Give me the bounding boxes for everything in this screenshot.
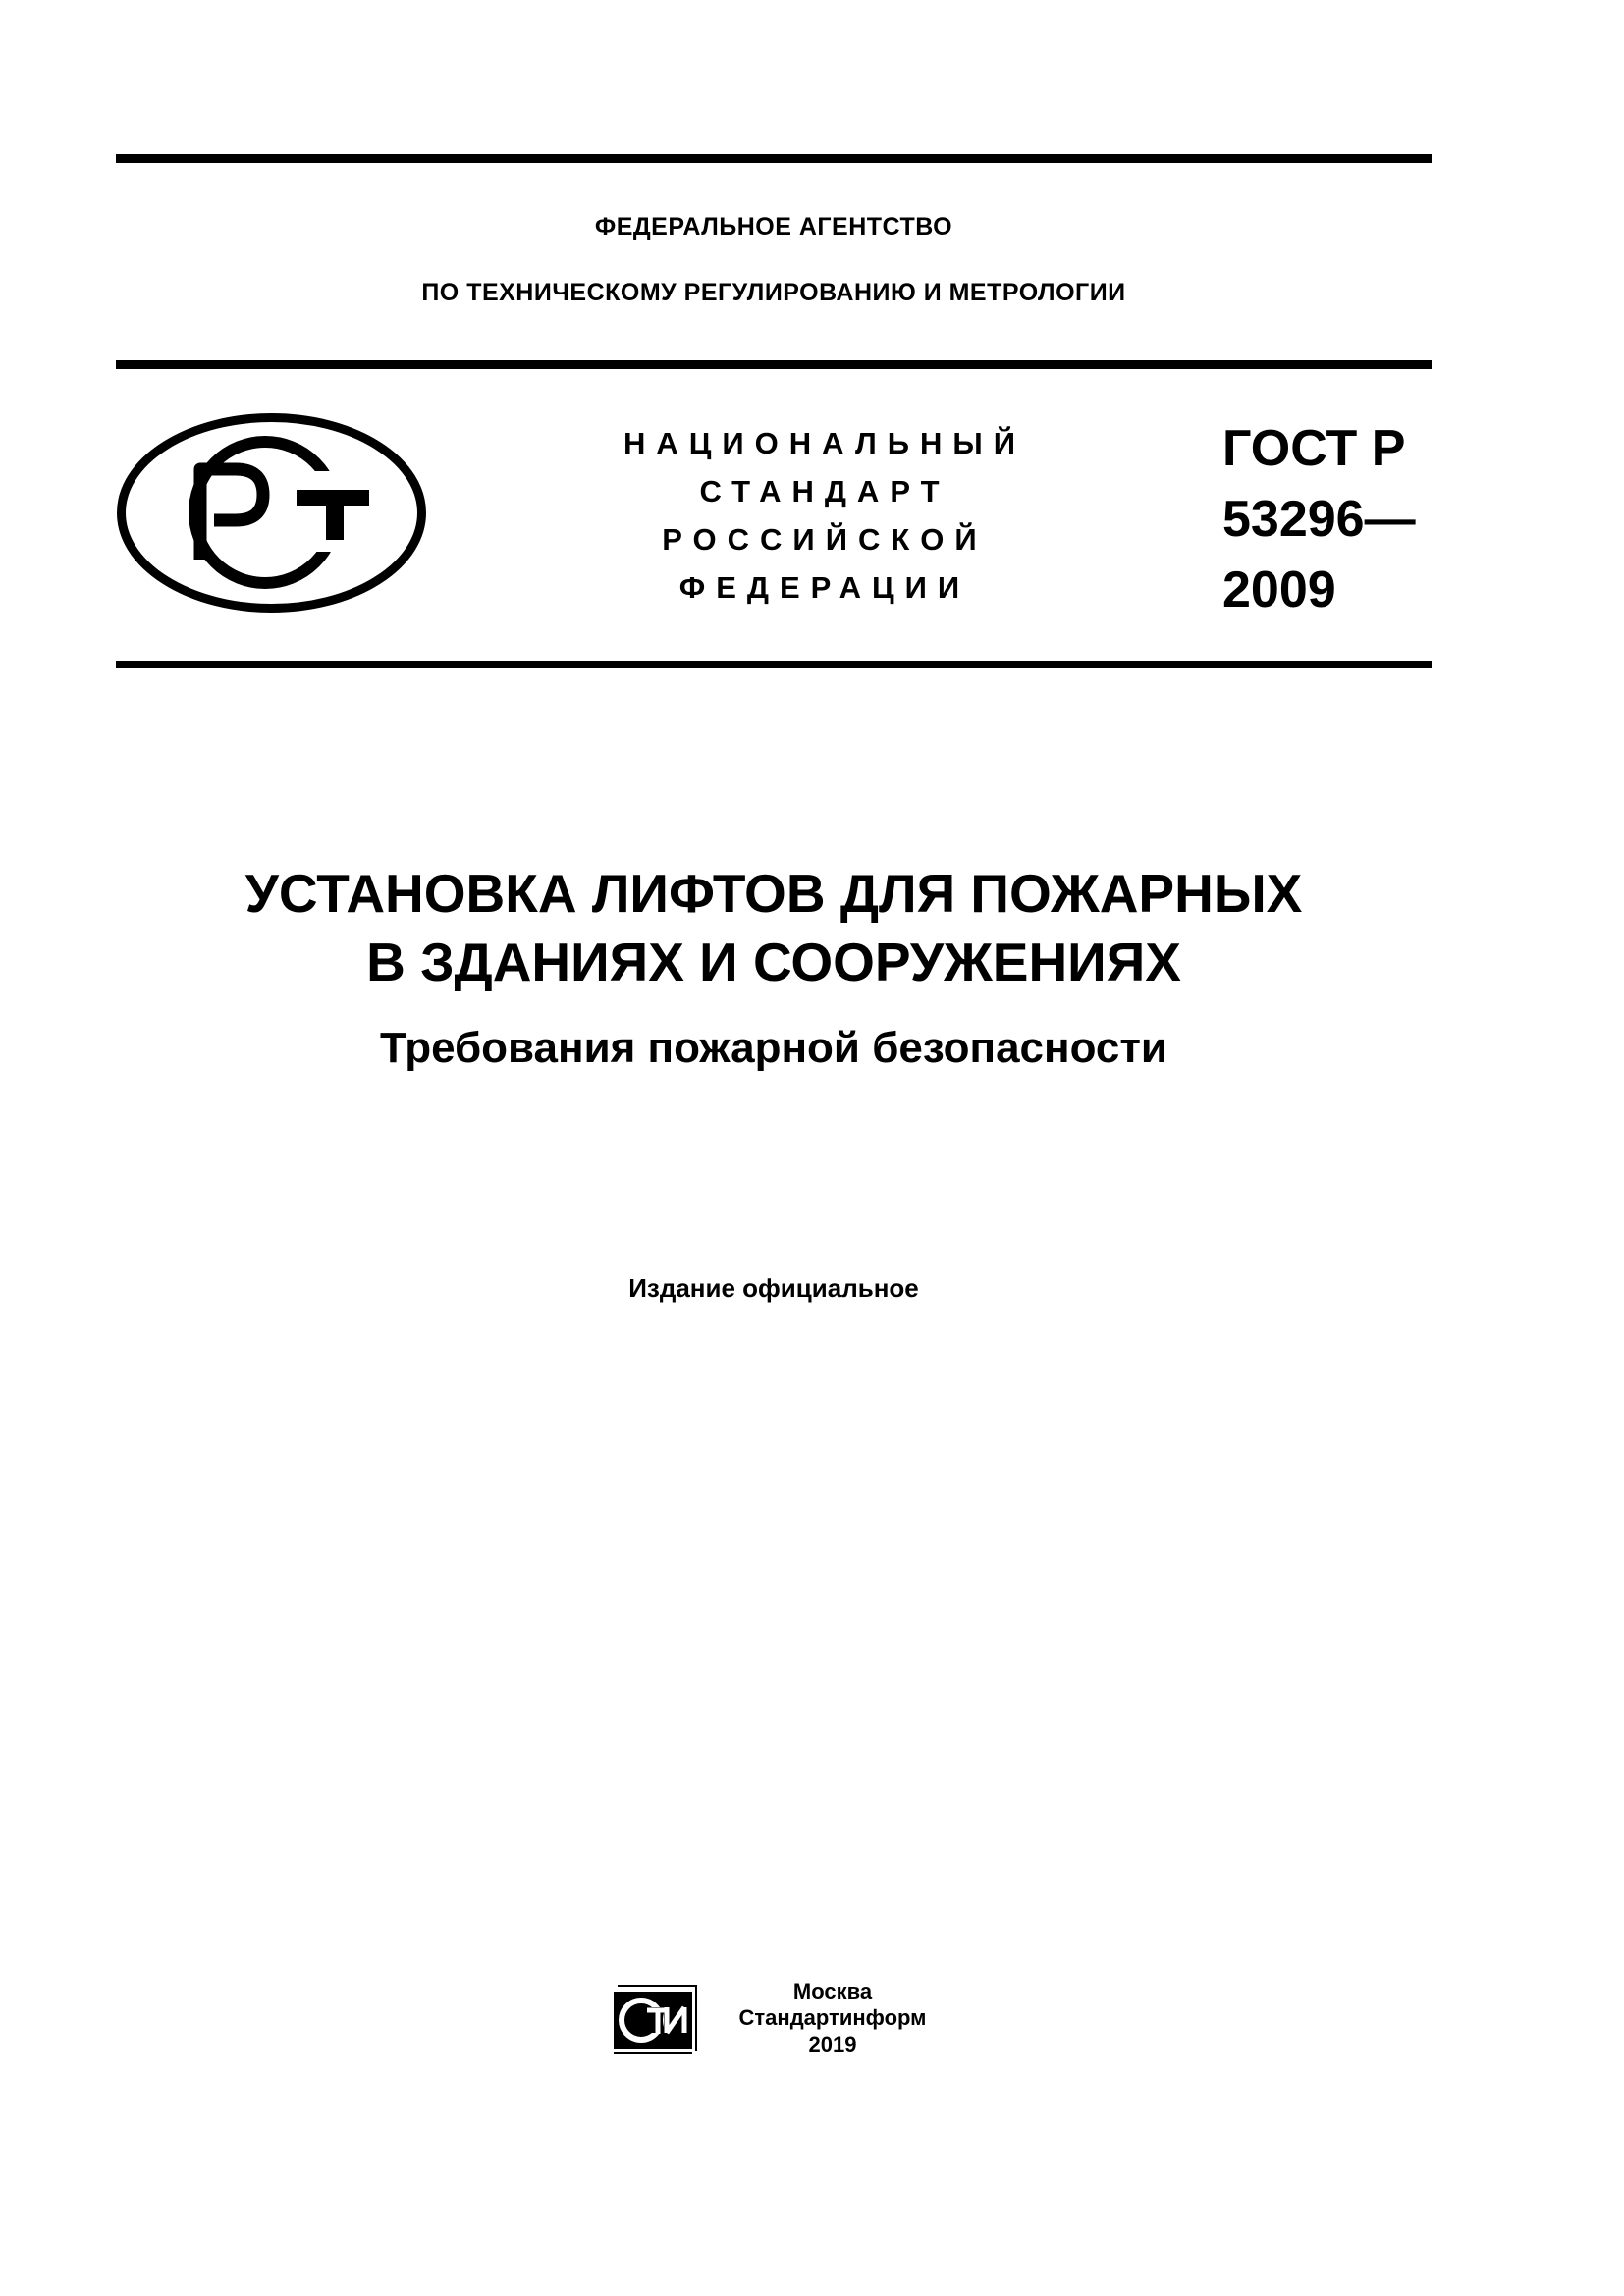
edition-note: Издание официальное [628, 1273, 919, 1303]
standard-type-line-4: ФЕДЕРАЦИИ [678, 570, 971, 605]
publisher-year: 2019 [808, 2032, 857, 2056]
designation-line-3: 2009 [1222, 561, 1336, 618]
standard-type-line-2: СТАНДАРТ [699, 474, 950, 508]
designation-line-2: 53296— [1222, 491, 1416, 548]
rst-logo-icon [116, 412, 427, 614]
document-subtitle: Требования пожарной безопасности [380, 1024, 1167, 1072]
standard-type-line-1: НАЦИОНАЛЬНЫЙ [623, 426, 1027, 460]
bottom-rule [116, 661, 1432, 668]
agency-line-1: ФЕДЕРАЛЬНОЕ АГЕНТСТВО [594, 213, 953, 240]
top-rule [116, 154, 1432, 163]
standard-designation [1222, 413, 1416, 625]
standard-type-line-3: РОССИЙСКОЙ [662, 522, 988, 557]
agency-line-2: ПО ТЕХНИЧЕСКОМУ РЕГУЛИРОВАНИЮ И МЕТРОЛОГИИ [421, 279, 1126, 306]
middle-rule [116, 360, 1432, 369]
document-title [116, 859, 1432, 996]
publisher-info [725, 1978, 941, 2057]
title-line-2: В ЗДАНИЯХ И СООРУЖЕНИЯХ [366, 932, 1181, 992]
designation-line-1: ГОСТ Р [1222, 420, 1406, 477]
title-line-1: УСТАНОВКА ЛИФТОВ ДЛЯ ПОЖАРНЫХ [244, 863, 1303, 924]
publisher-name: Стандартинформ [738, 2005, 927, 2030]
standard-type [589, 419, 1060, 612]
publisher-city: Москва [792, 1979, 873, 2003]
standartinform-logo-icon [610, 1978, 702, 2056]
